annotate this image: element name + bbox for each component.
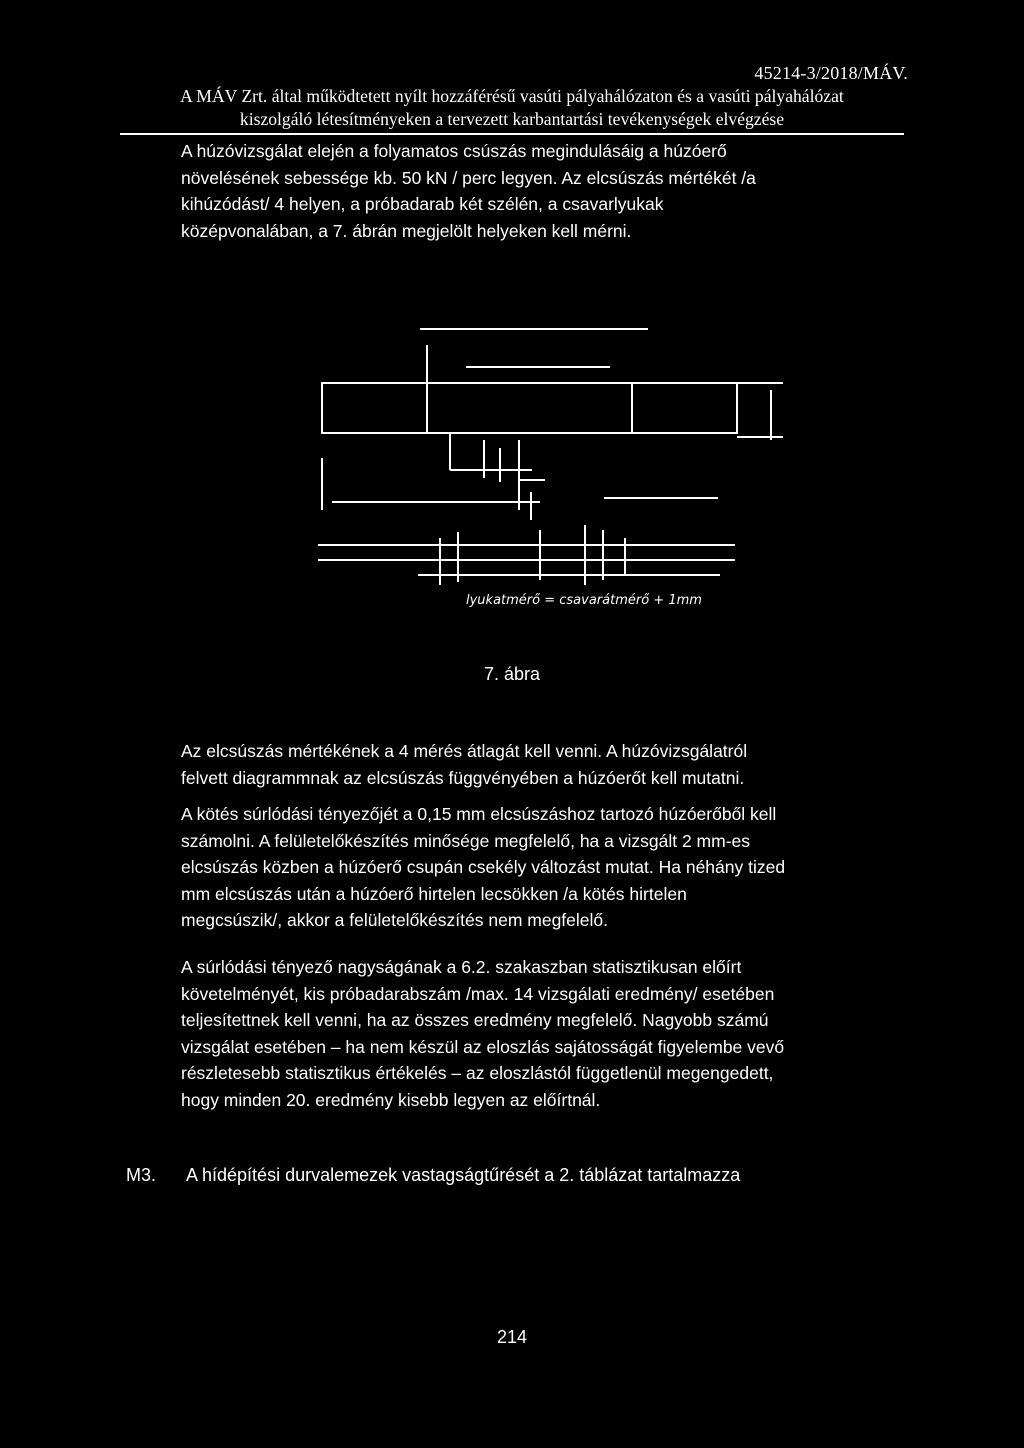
text-line: A húzóvizsgálat elején a folyamatos csúszás megindulásáig a húzóerő	[181, 141, 727, 161]
text-line: vizsgálat esetében – ha nem készül az eloszlás sajátosságát figyelembe vevő	[181, 1036, 785, 1057]
text-line: elcsúszás közben a húzóerő csupán csekély változást mutat. Ha néhány tized	[181, 857, 786, 878]
figure-label: lyukatmérő = csavarátmérő + 1mm	[466, 593, 702, 608]
text-line: Az elcsúszás mértékének a 4 mérés átlagát kell venni. A húzóvizsgálatról	[181, 741, 748, 761]
document-id: 45214-3/2018/MÁV.	[754, 63, 908, 83]
text-line: felvett diagrammnak az elcsúszás függvényében a húzóerőt kell mutatni.	[181, 767, 745, 788]
page-number: 214	[496, 1327, 528, 1347]
header-rule	[120, 133, 904, 135]
text-line: részletesebb statisztikus értékelés – az eloszlástól függetlenül megengedett,	[181, 1063, 774, 1084]
text-line: kihúzódást/ 4 helyen, a próbadarab két szélén, a csavarlyukak	[181, 194, 664, 215]
text-line: követelményét, kis próbadarabszám /max. 14 vizsgálati eredmény/ esetében	[181, 983, 775, 1004]
text-line: A súrlódási tényező nagyságának a 6.2. szakaszban statisztikusan előírt	[181, 957, 742, 977]
text-line: középvonalában, a 7. ábrán megjelölt helyeken kell mérni.	[181, 220, 632, 241]
specimen-diagram	[300, 320, 800, 620]
figure-caption: 7. ábra	[483, 664, 541, 684]
section-number: M3.	[126, 1165, 157, 1185]
text-line: mm elcsúszás után a húzóerő hirtelen lecsökken /a kötés hirtelen	[181, 883, 687, 904]
header-line-1: A MÁV Zrt. által működtetett nyílt hozzáférésű vasúti pályahálózaton és a vasúti pályahálózat	[180, 86, 844, 106]
text-line: növelésének sebessége kb. 50 kN / perc legyen. Az elcsúszás mértékét /a	[181, 167, 756, 188]
paragraph-2	[181, 801, 900, 934]
text-line: megcsúszik/, akkor a felületelőkészítés nem megfelelő.	[181, 910, 608, 931]
header-line-2: kiszolgáló létesítményeken a tervezett karbantartási tevékenységek elvégzése	[239, 109, 785, 129]
text-line: teljesítettnek kell venni, ha az összes eredmény megfelelő. Nagyobb számú	[181, 1010, 769, 1031]
section-heading: A hídépítési durvalemezek vastagságtűrését a 2. táblázat tartalmazza	[186, 1165, 741, 1185]
text-line: hogy minden 20. eredmény kisebb legyen az előírtnál.	[181, 1089, 601, 1110]
text-line: számolni. A felületelőkészítés minősége megfelelő, ha a vizsgált 2 mm-es	[181, 830, 751, 851]
text-line: A kötés súrlódási tényezőjét a 0,15 mm elcsúszáshoz tartozó húzóerőből kell	[181, 804, 777, 824]
paragraph-1	[181, 738, 900, 791]
intro-paragraph	[181, 138, 900, 244]
paragraph-3	[181, 954, 900, 1114]
